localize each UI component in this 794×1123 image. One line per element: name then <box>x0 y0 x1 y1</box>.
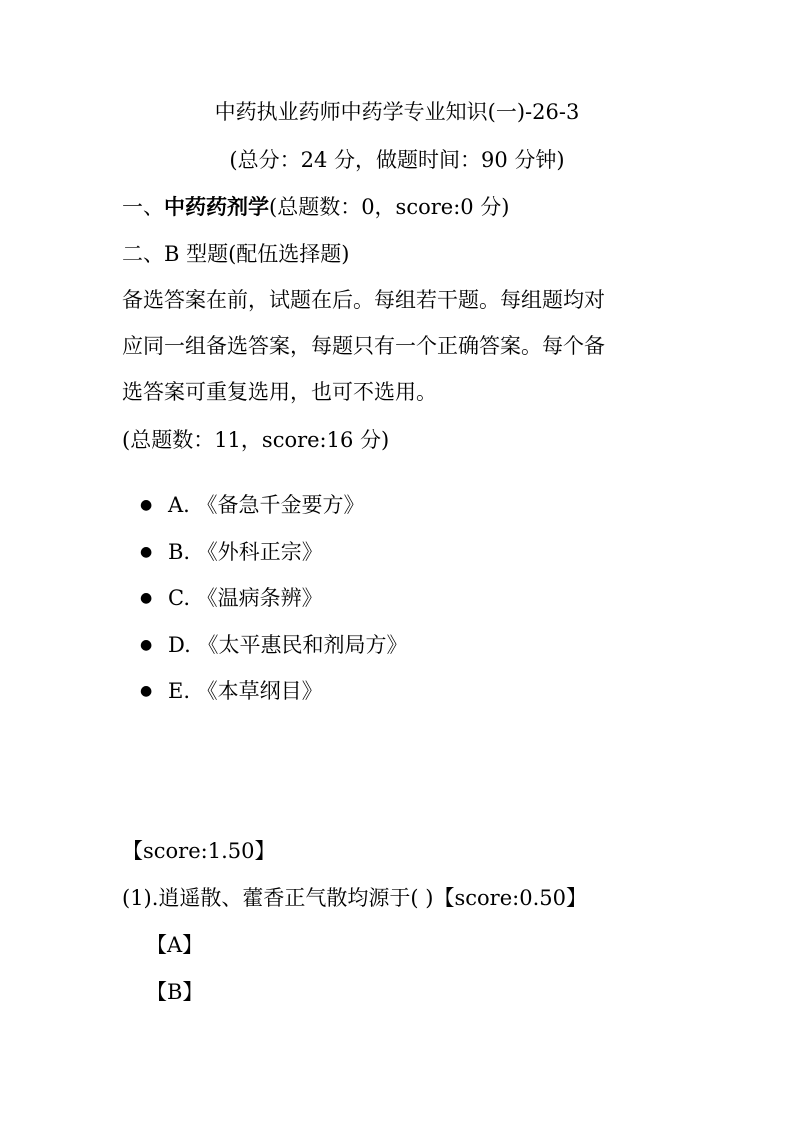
section-2-info: (总题数：11，score:16 分) <box>122 428 390 452</box>
section-2-instructions <box>122 277 682 415</box>
document-title: 中药执业药师中药学专业知识(一)-26-3 <box>214 100 580 124</box>
option-text: E. 《本草纲目》 <box>168 679 323 703</box>
bullet-icon: ● <box>140 683 153 699</box>
answer-option-a: 【A】 <box>146 933 204 957</box>
option-item <box>140 486 407 533</box>
bullet-icon: ● <box>140 590 153 606</box>
option-text: A. 《备急千金要方》 <box>168 493 365 517</box>
instructions-line: 选答案可重复选用，也可不选用。 <box>122 380 437 404</box>
bullet-icon: ● <box>140 543 153 560</box>
option-text: B. 《外科正宗》 <box>168 539 323 564</box>
instructions-line: 备选答案在前，试题在后。每组若干题。每组题均对 <box>122 288 605 312</box>
option-item <box>140 672 407 719</box>
bullet-icon: ● <box>140 497 153 513</box>
instructions-line: 应同一组备选答案，每题只有一个正确答案。每个备 <box>122 334 605 358</box>
option-item <box>140 626 407 673</box>
option-item <box>140 579 407 626</box>
group-score: 【score:1.50】 <box>122 839 276 863</box>
section-1-name: 中药药剂学 <box>164 194 269 219</box>
section-2-heading: 二、B 型题(配伍选择题) <box>122 242 350 266</box>
section-1-info: (总题数：0，score:0 分) <box>269 195 510 219</box>
section-1-number: 一、 <box>122 195 164 219</box>
question-text: (1).逍遥散、藿香正气散均源于( )【score:0.50】 <box>122 886 587 910</box>
options-list <box>140 486 407 719</box>
answer-option-b: 【B】 <box>146 980 204 1004</box>
document-subtitle: (总分：24 分，做题时间：90 分钟) <box>229 148 565 172</box>
option-text: D. 《太平惠民和剂局方》 <box>168 632 408 657</box>
section-1-heading <box>122 193 510 221</box>
option-item <box>140 533 407 580</box>
bullet-icon: ● <box>140 636 153 653</box>
option-text: C. 《温病条辨》 <box>168 586 323 610</box>
